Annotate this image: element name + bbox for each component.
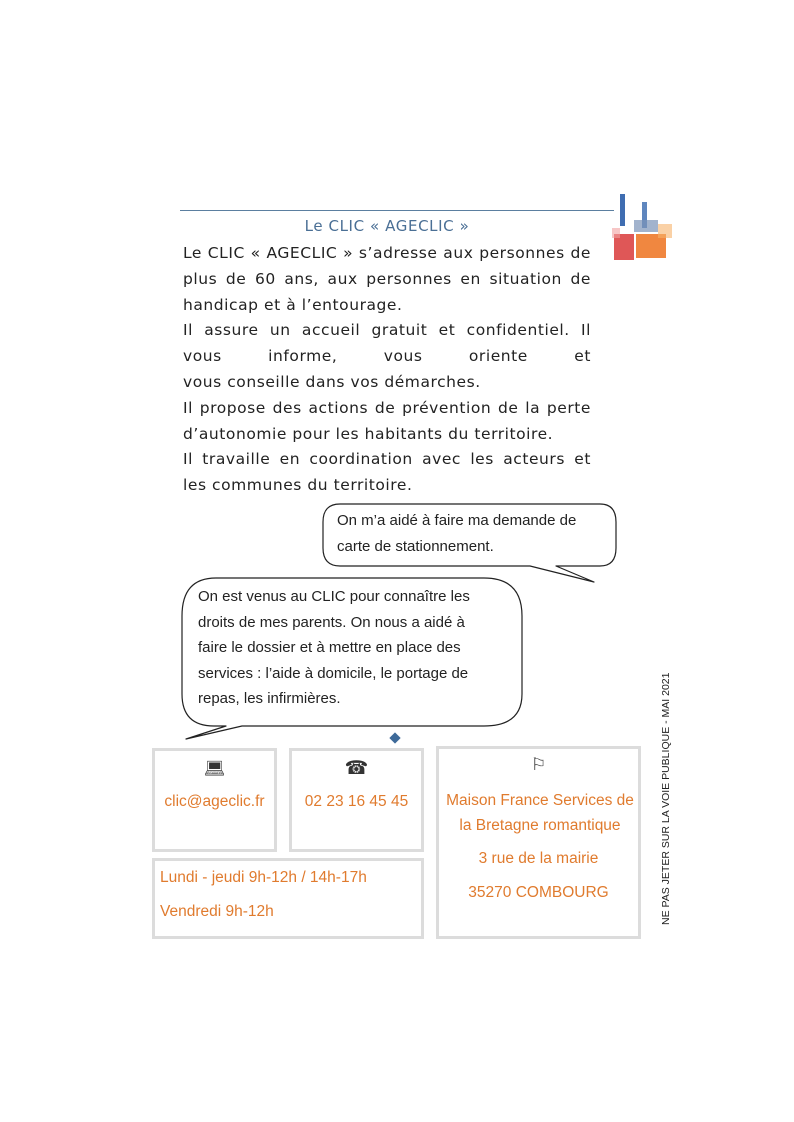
page-title: Le CLIC « AGECLIC » [304, 217, 470, 235]
ageclic-logo [612, 192, 674, 264]
laptop-icon: 💻︎ [203, 759, 226, 779]
address-line-1: Maison France Services de la Bretagne romantique [446, 792, 634, 834]
address-line-2: 3 rue de la mairie [478, 850, 599, 867]
address-box [436, 746, 641, 939]
speech-bubble-2 [178, 576, 526, 742]
address-line-3: 35270 COMBOURG [468, 884, 609, 901]
hours-box [152, 858, 424, 939]
title-rule [180, 210, 614, 211]
intro-paragraph-2a: Il assure un accueil gratuit et confidentiel. Il vous informe, vous oriente et [183, 321, 591, 366]
phone-number[interactable]: 02 23 16 45 45 [304, 793, 409, 810]
phone-box [289, 748, 424, 852]
side-note: NE PAS JETER SUR LA VOIE PUBLIQUE - MAI 2021 [660, 672, 672, 925]
hours-line-2: Vendredi 9h-12h [160, 903, 274, 920]
intro-paragraph-1: Le CLIC « AGECLIC » s’adresse aux personnes de plus de 60 ans, aux personnes en situation de handicap et à l’entourage. [183, 244, 591, 314]
flag-icon: ⚐ [530, 755, 547, 775]
intro-paragraph-3: Il propose des actions de prévention de la perte d’autonomie pour les habitants du territoire. [183, 398, 591, 443]
email-link[interactable]: clic@ageclic.fr [164, 793, 265, 810]
testimonial-2-text: On est venus au CLIC pour connaître les droits de mes parents. On nous a aidé à faire le dossier et à mettre en place des services : l’aide à domicile, le portage de repas, les infirmières. [198, 588, 470, 707]
hours-line-1: Lundi - jeudi 9h-12h / 14h-17h [160, 869, 367, 886]
telephone-icon: ☎ [344, 757, 369, 779]
speech-bubble-1 [318, 502, 620, 584]
testimonial-1-text: On m’a aidé à faire ma demande de carte de stationnement. [337, 512, 577, 555]
intro-paragraph-2b: vous conseille dans vos démarches. [183, 372, 481, 391]
intro-text [183, 241, 591, 499]
intro-paragraph-4: Il travaille en coordination avec les acteurs et les communes du territoire. [183, 450, 591, 495]
email-box [152, 748, 277, 852]
